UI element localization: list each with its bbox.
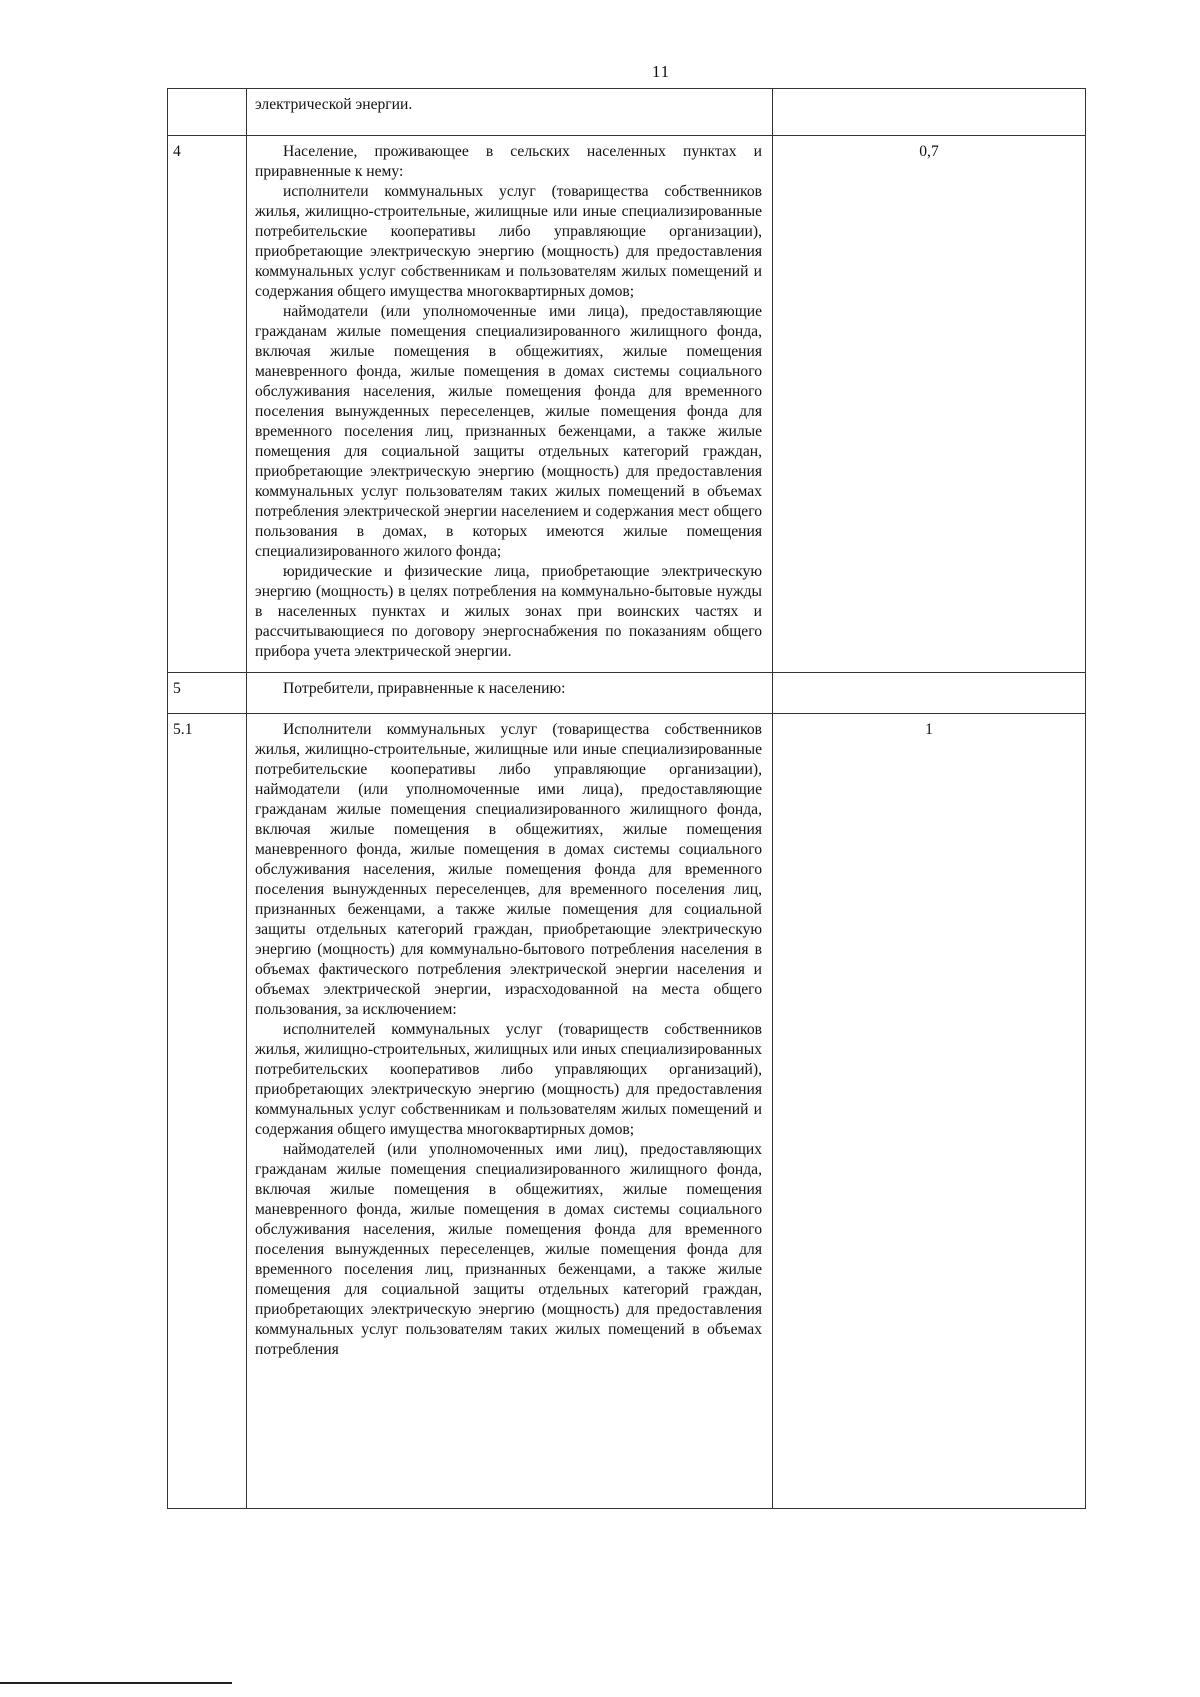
description-paragraph: Потребители, приравненные к населению:: [283, 680, 566, 697]
description-paragraph: наймодатели (или уполномоченные ими лица), предоставляющие гражданам жилые помещения специализированного жилищного фонда, включая жилые помещения в общежитиях, жилые помещения маневренного фонда, жилые помещения в домах системы социального обслуживания населения, жилые помещения фонда для временного поселения вынужденных переселенцев, жилые помещения фонда для временного поселения лиц, признанных беженцами, а также жилые помещения для социальной защиты отдельных категорий граждан, приобретающие электрическую энергию (мощность) для предоставления коммунальных услуг пользователям таких жилых помещений в объемах потребления электрической энергии населением и содержания мест общего пользования в домах, в которых имеются жилые помещения специализированного жилого фонда;: [255, 303, 762, 560]
tariff-table: [167, 88, 1086, 1509]
description-paragraph: юридические и физические лица, приобретающие электрическую энергию (мощность) в целях потребления на коммунально-бытовые нужды в населенных пунктах и жилых зонах при воинских частях и рассчитывающиеся по договору энергоснабжения по показаниям общего прибора учета электрической энергии.: [255, 563, 762, 660]
footer-rule: [0, 1682, 232, 1684]
row-description-cell: [247, 136, 773, 673]
table-row: [168, 673, 1086, 714]
row-value-cell: [773, 673, 1086, 714]
row-number-cell: 5.1: [168, 714, 247, 1509]
row-number-cell: [168, 89, 247, 136]
row-description-cell: [247, 673, 773, 714]
description-paragraph: наймодателей (или уполномоченных ими лиц), предоставляющих гражданам жилые помещения специализированного жилищного фонда, включая жилые помещения в общежитиях, жилые помещения маневренного фонда, жилые помещения в домах системы социального обслуживания населения, жилые помещения фонда для временного поселения вынужденных переселенцев, жилые помещения фонда для временного поселения лиц, признанных беженцами, а также жилые помещения для социальной защиты отдельных категорий граждан, приобретающих электрическую энергию (мощность) для предоставления коммунальных услуг пользователям таких жилых помещений в объемах потребления: [255, 1141, 762, 1358]
description-paragraph: электрической энергии.: [255, 96, 413, 113]
description-paragraph: исполнители коммунальных услуг (товарищества собственников жилья, жилищно-строительные, жилищные или иные специализированные потребительские кооперативы либо управляющие организации), приобретающие электрическую энергию (мощность) для предоставления коммунальных услуг собственникам и пользователям жилых помещений и содержания общего имущества многоквартирных домов;: [255, 183, 762, 300]
table-row: [168, 714, 1086, 1509]
row-value-cell: [773, 89, 1086, 136]
row-number-cell: 5: [168, 673, 247, 714]
row-description-cell: [247, 89, 773, 136]
description-paragraph: исполнителей коммунальных услуг (товариществ собственников жилья, жилищно-строительных, жилищных или иных специализированных потребительских кооперативов либо управляющих организаций), приобретающих электрическую энергию (мощность) для предоставления коммунальных услуг собственникам и пользователям жилых помещений и содержания общего имущества многоквартирных домов;: [255, 1021, 762, 1138]
row-description-cell: [247, 714, 773, 1509]
row-number-cell: 4: [168, 136, 247, 673]
page-number: 11: [651, 62, 671, 81]
row-value-cell: 0,7: [773, 136, 1086, 673]
description-paragraph: Население, проживающее в сельских населенных пунктах и приравненные к нему:: [255, 143, 762, 180]
table-row: [168, 136, 1086, 673]
description-paragraph: Исполнители коммунальных услуг (товарищества собственников жилья, жилищно-строительные, жилищные или иные специализированные потребительские кооперативы либо управляющие организации), наймодатели (или уполномоченные ими лица), предоставляющие гражданам жилые помещения специализированного жилищного фонда, включая жилые помещения в общежитиях, жилые помещения маневренного фонда, жилые помещения в домах системы социального обслуживания населения, жилые помещения фонда для временного поселения вынужденных переселенцев, для временного поселения лиц, признанных беженцами, а также жилые помещения для социальной защиты отдельных категорий граждан, приобретающие электрическую энергию (мощность) для коммунально-бытового потребления населения в объемах фактического потребления электрической энергии населения и объемах электрической энергии, израсходованной на места общего пользования, за исключением:: [255, 721, 762, 1018]
row-value-cell: 1: [773, 714, 1086, 1509]
table-row: [168, 89, 1086, 136]
